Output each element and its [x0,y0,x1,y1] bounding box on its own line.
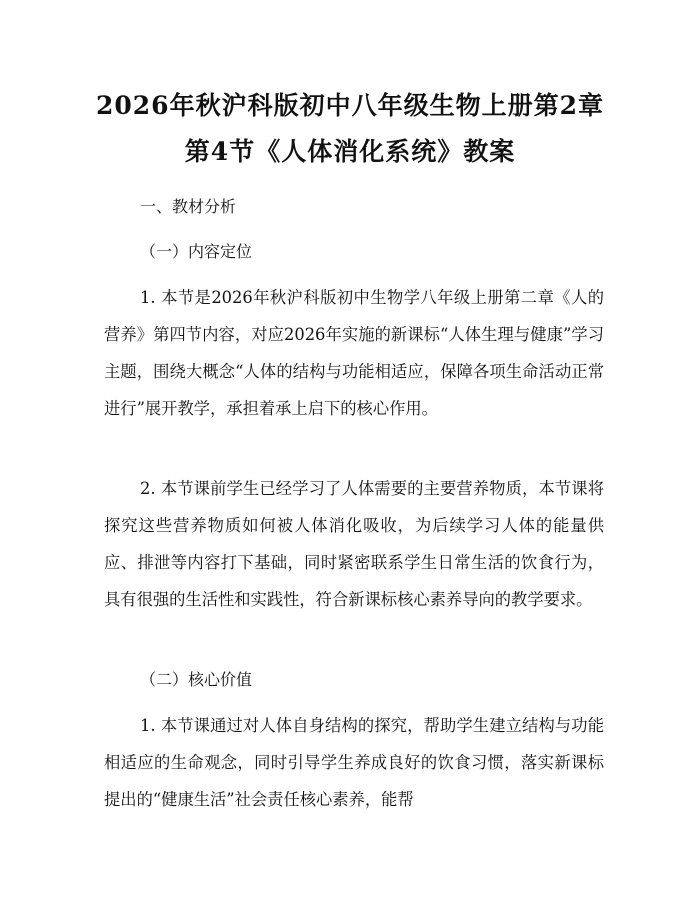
paragraph-content-2-text: 2. 本节课前学生已经学习了人体需要的主要营养物质，本节课将探究这些营养物质如何被人体消化吸收，为后续学习人体的能量供应、排泄等内容打下基础，同时紧密联系学生日常生活的饮食行为，具有很强的生活性和实践性，符合新课标核心素养导向的教学要求。 [104,479,604,609]
paragraph-content-2 [104,470,604,618]
subsection-heading-value: （二）核心价值 [140,670,253,689]
title-line-2: 第4节《人体消化系统》教案 [184,137,516,166]
section-heading: 一、教材分析 [140,197,237,216]
paragraph-content-1 [104,279,604,427]
subsection-heading-content: （一）内容定位 [140,242,253,261]
paragraph-value-1-text: 1. 本节课通过对人体自身结构的探究，帮助学生建立结构与功能相适应的生命观念，同时引导学生养成良好的饮食习惯，落实新课标提出的“健康生活”社会责任核心素养，能帮 [104,716,604,809]
title-line-1: 2026年秋沪科版初中八年级生物上册第2章 [96,91,604,120]
paragraph-content-1-text: 1. 本节是2026年秋沪科版初中生物学八年级上册第二章《人的营养》第四节内容，对应2026年实施的新课标“人体生理与健康”学习主题，围绕大概念“人体的结构与功能相适应，保障各项生命活动正常进行”展开教学，承担着承上启下的核心作用。 [104,288,604,418]
paragraph-value-1 [104,707,604,818]
